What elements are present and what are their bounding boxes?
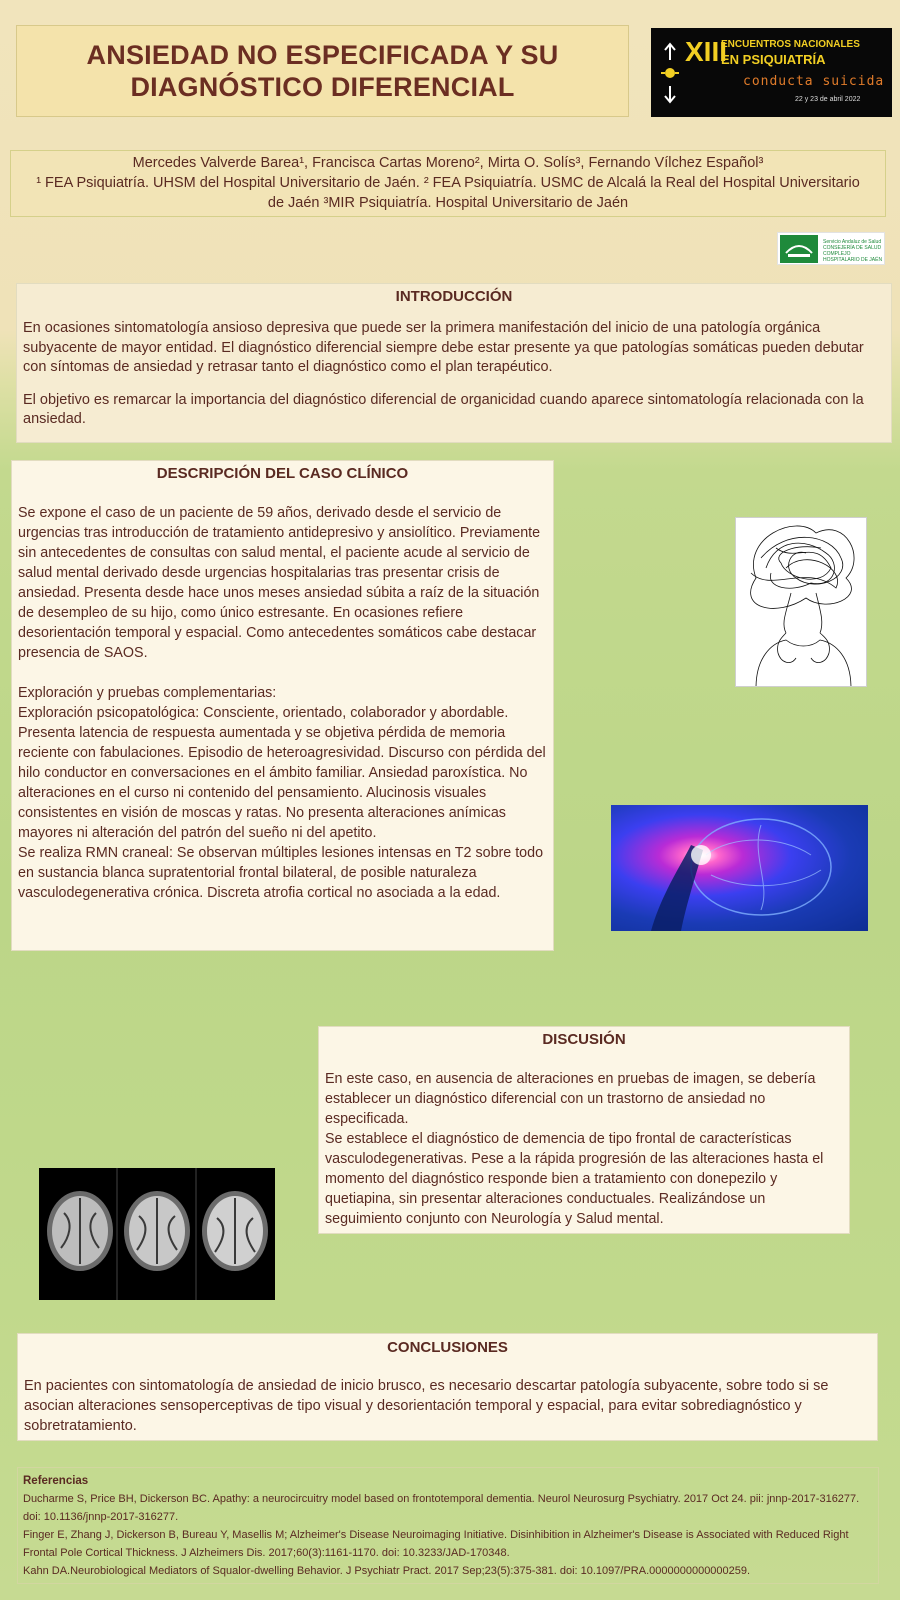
- discusion-paragraph-2: Se establece el diagnóstico de demencia de tipo frontal de características vasculodegenerativas. Pese a la rápida progresión de las alteraciones hasta el momento del diagnóstico responde bien a tratamiento con donepezilo y quetiapina, sin presentar alteraciones conductuales. Realizándose un seguimiento conjunto con Neurología y Salud mental.: [325, 1131, 824, 1227]
- affiliation-line-1: ¹ FEA Psiquiatría. UHSM del Hospital Universitario de Jaén. ² FEA Psiquiatría. USMC de Alcalá la Real del Hospital Universitario: [36, 175, 860, 191]
- referencias-section: [17, 1467, 879, 1584]
- institution-logo: [777, 232, 885, 265]
- introduccion-paragraph-2: El objetivo es remarcar la importancia del diagnóstico diferencial de organicidad cuando aparece sintomatología relacionada con la ansiedad.: [23, 391, 864, 427]
- caso-paragraph-2: Exploración y pruebas complementarias:: [18, 685, 277, 701]
- conclusiones-heading: CONCLUSIONES: [387, 1339, 508, 1356]
- caso-heading: DESCRIPCIÓN DEL CASO CLÍNICO: [156, 465, 409, 482]
- event-logo: [651, 28, 892, 117]
- discusion-paragraph-1: En este caso, en ausencia de alteraciones en pruebas de imagen, se debería establecer un diagnóstico diferencial con un trastorno de ansiedad no especificada.: [325, 1071, 816, 1127]
- discusion-section: [318, 1026, 850, 1234]
- asterisk-icon: [659, 40, 681, 106]
- event-subtitle: conducta suicida: [743, 74, 885, 89]
- title-line-1: ANSIEDAD NO ESPECIFICADA Y SU: [86, 40, 559, 70]
- introduccion-section: [16, 283, 892, 443]
- caso-clinico-section: [11, 460, 554, 951]
- junta-emblem-icon: [780, 235, 818, 263]
- reference-item: Ducharme S, Price BH, Dickerson BC. Apathy: a neurocircuitry model based on frontotemporal dementia. Neurol Neurosurg Psychiatry. 2017 Oct 24. pii: jnnp-2017-316277. doi: 10.1136/jnnp-2017-316277.: [23, 1493, 860, 1523]
- institution-line-1: Servicio Andaluz de Salud: [823, 239, 882, 245]
- caso-paragraph-1: Se expone el caso de un paciente de 59 años, derivado desde el servicio de urgencias tras introducción de tratamiento antidepresivo y ansiolítico. Previamente sin antecedentes de consultas con salud mental, el paciente acude al servicio de salud mental derivado desde urgencias hospitalarias tras presentar crisis de ansiedad. Presenta desde hace unos meses ansiedad súbita a raíz de la situación de desempleo de su hijo, como único estresante. En ocasiones refiere desorientación temporal y espacial. Como antecedentes somáticos cabe destacar presencia de SAOS.: [18, 505, 541, 661]
- title-line-2: DIAGNÓSTICO DIFERENCIAL: [130, 72, 515, 102]
- reference-item: Finger E, Zhang J, Dickerson B, Bureau Y, Masellis M; Alzheimer's Disease Neuroimaging Initiative. Disinhibition in Alzheimer's Disease is Associated with Reduced Right Frontal Pole Cortical Thickness. J Alzheimers Dis. 2017;60(3):1161-1170. doi: 10.3233/JAD-170348.: [23, 1529, 849, 1559]
- conclusiones-paragraph: En pacientes con sintomatología de ansiedad de inicio brusco, es necesario descartar patología subyacente, sobre todo si se asocian alteraciones sensoperceptivas de tipo visual y desorientación temporal y espacial, para evitar sobrediagnóstico y sobretratamiento.: [24, 1378, 829, 1434]
- event-edition: XIII: [685, 36, 728, 67]
- reference-item: Kahn DA.Neurobiological Mediators of Squalor-dwelling Behavior. J Psychiatr Pract. 2017 Sep;23(5):375-381. doi: 10.1097/PRA.0000000000000259.: [23, 1565, 751, 1577]
- introduccion-heading: INTRODUCCIÓN: [395, 288, 513, 305]
- caso-paragraph-4: Se realiza RMN craneal: Se observan múltiples lesiones intensas en T2 sobre todo en sustancia blanca supratentorial frontal bilateral, de posible naturaleza vasculodegenerativa crónica. Discreta atrofia cortical no asociada a la edad.: [18, 845, 544, 901]
- tangled-thoughts-drawing: [735, 517, 867, 687]
- affiliation-line-2: de Jaén ³MIR Psiquiatría. Hospital Universitario de Jaén: [267, 195, 629, 211]
- institution-line-3: COMPLEJO HOSPITALARIO DE JAÉN: [823, 251, 883, 263]
- poster-title: [16, 25, 629, 117]
- referencias-heading: Referencias: [23, 1475, 89, 1487]
- conclusiones-section: [17, 1333, 878, 1441]
- authors-block: [10, 150, 886, 217]
- caso-paragraph-3: Exploración psicopatológica: Consciente, orientado, colaborador y abordable. Presenta latencia de respuesta aumentada y se objetiva pérdida de memoria reciente con fabulaciones. Episodio de heteroagresividad. Discurso con pérdida del hilo conductor en conversaciones en el ámbito familiar. Ansiedad paroxística. No alteraciones en el curso ni contenido del pensamiento. Alucinosis visuales consistentes en visión de moscas y ratas. No presenta alteraciones anímicas mayores ni alteración del patrón del sueño ni del apetito.: [18, 705, 546, 841]
- institution-line-2: CONSEJERÍA DE SALUD: [823, 245, 882, 251]
- author-names: Mercedes Valverde Barea¹, Francisca Cartas Moreno², Mirta O. Solís³, Fernando Vílchez Español³: [132, 155, 764, 171]
- discusion-heading: DISCUSIÓN: [542, 1031, 626, 1048]
- brain-mri-image: [39, 1168, 275, 1300]
- event-line-1: ENCUENTROS NACIONALES: [721, 39, 860, 50]
- headache-brain-image: [611, 805, 868, 931]
- event-dates: 22 y 23 de abril 2022: [795, 96, 861, 103]
- event-line-2: EN PSIQUIATRÍA: [721, 52, 826, 67]
- introduccion-paragraph-1: En ocasiones sintomatología ansioso depresiva que puede ser la primera manifestación del inicio de una patología orgánica subyacente de mayor entidad. El diagnóstico diferencial siempre debe estar presente ya que patologías somáticas pueden debutar con síntomas de ansiedad y retrasar tanto el diagnóstico como el plan terapéutico.: [23, 320, 864, 375]
